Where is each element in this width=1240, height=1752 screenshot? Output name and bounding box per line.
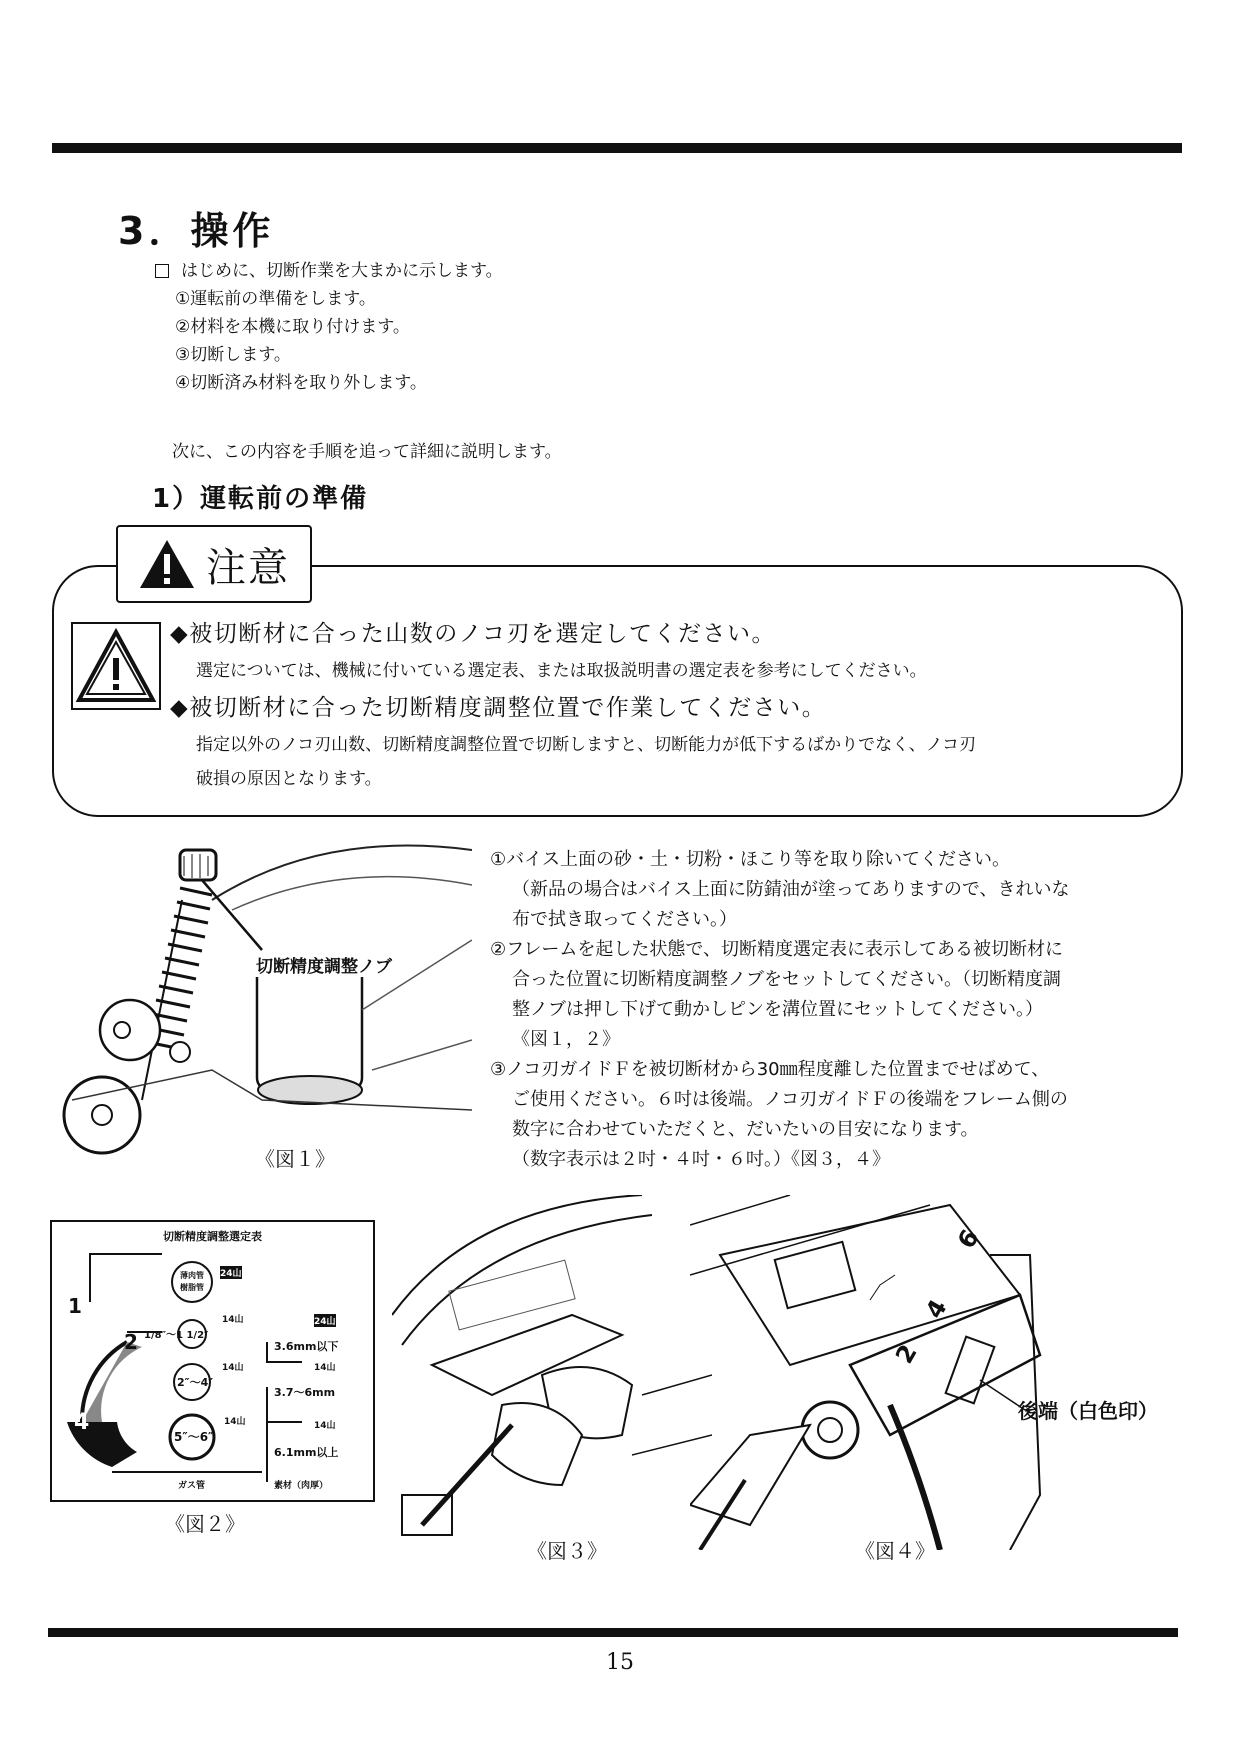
warning-outline-icon: [73, 624, 159, 708]
checkbox-icon: [155, 264, 169, 278]
machine-photo-1: [62, 840, 472, 1165]
position-label: 4: [74, 1410, 90, 1435]
machine-photo-3: [392, 1195, 712, 1540]
selection-table-title: 切断精度調整選定表: [163, 1230, 262, 1243]
warning-sign: [71, 622, 161, 710]
figure-3-caption: 《図３》: [527, 1539, 607, 1563]
warning-triangle-icon: [138, 538, 196, 590]
intro-step: ④切断済み材料を取り外します。: [175, 373, 427, 393]
instruction-item: ③ノコ刃ガイドＦを被切断材から30㎜程度離した位置までせばめて、 ご使用ください。６吋は後端。ノコ刃ガイドＦの後端をフレーム側の 数字に合わせていただくと、だいたいの目安になります。 （数字表示は２吋・４吋・６吋。）《図３，４》: [490, 1059, 1068, 1170]
caution-heading: ◆被切断材に合った切断精度調整位置で作業してください。: [170, 695, 827, 721]
subsection-title: 1）運転前の準備: [152, 484, 369, 514]
intro-next: 次に、この内容を手順を追って詳細に説明します。: [172, 442, 562, 462]
machine-photo-4: [690, 1195, 1170, 1550]
teeth-badge: 14山: [224, 1417, 246, 1427]
page-number: 15: [606, 1650, 634, 1675]
caution-text: 指定以外のノコ刃山数、切断精度調整位置で切断しますと、切断能力が低下するばかりでなく、ノコ刃: [196, 735, 976, 755]
figure-1-caption: 《図１》: [255, 1147, 335, 1171]
figure-4-caption: 《図４》: [855, 1539, 935, 1563]
figure-4: [690, 1195, 1170, 1550]
intro-step: ③切断します。: [175, 345, 291, 365]
intro-step: ①運転前の準備をします。: [175, 289, 376, 309]
caution-body: [170, 614, 1170, 796]
instruction-item: ②フレームを起した状態で、切断精度選定表に表示してある被切断材に 合った位置に切断精度調整ノブをセットしてください。（切断精度調 整ノブは押し下げて動かしピンを溝位置にセットしてください。） 《図１，２》: [490, 939, 1064, 1050]
rear-end-label: 後端（白色印）: [1018, 1399, 1158, 1423]
scale-mark: 6: [952, 1224, 985, 1254]
caution-text: 選定については、機械に付いている選定表、または取扱説明書の選定表を参考にしてください。: [196, 661, 927, 681]
position-label: 2: [124, 1330, 138, 1354]
teeth-badge: 14山: [222, 1363, 244, 1373]
caution-heading: ◆被切断材に合った山数のノコ刃を選定してください。: [170, 621, 777, 647]
caution-text: 破損の原因となります。: [196, 769, 382, 789]
section-title: 3．操作: [118, 209, 275, 253]
teeth-badge: 24山: [220, 1266, 242, 1279]
intro-block: [155, 257, 503, 397]
bottom-rule: [48, 1628, 1178, 1637]
scale-mark: 4: [920, 1294, 953, 1324]
instruction-item: ①バイス上面の砂・土・切粉・ほこり等を取り除いてください。 （新品の場合はバイス上面に防錆油が塗ってありますので、きれいな 布で拭き取ってください。）: [490, 849, 1070, 930]
caution-tab: [116, 525, 312, 603]
top-rule: [52, 143, 1182, 153]
position-label: 1: [68, 1294, 82, 1318]
instruction-list: [490, 845, 1170, 1175]
caution-label: 注意: [206, 544, 290, 591]
teeth-badge: 24山: [314, 1314, 336, 1327]
figure-2-caption: 《図２》: [165, 1512, 245, 1536]
teeth-badge: 14山: [222, 1315, 244, 1325]
teeth-badge: 14山: [314, 1363, 336, 1373]
intro-step: ②材料を本機に取り付けます。: [175, 317, 410, 337]
scale-mark: 2: [890, 1339, 923, 1369]
figure-3: [392, 1195, 712, 1540]
teeth-badge: 14山: [314, 1421, 336, 1431]
figure-1: [62, 840, 472, 1165]
figure-2-selection-table: 切断精度調整選定表 1 2 3 4 薄肉管 樹脂管 24山 1/8″〜1 1/2″ 14山 24山 3.6mm以下 2″〜4″ 14山 14山 3.7〜6mm 5″〜6″ 14山 14山 6.1mm以上 ガス管 素材（肉厚）: [50, 1220, 375, 1502]
intro-lead: はじめに、切断作業を大まかに示します。: [181, 261, 503, 281]
position-label: 3: [117, 1372, 131, 1396]
knob-label: 切断精度調整ノブ: [254, 952, 394, 977]
